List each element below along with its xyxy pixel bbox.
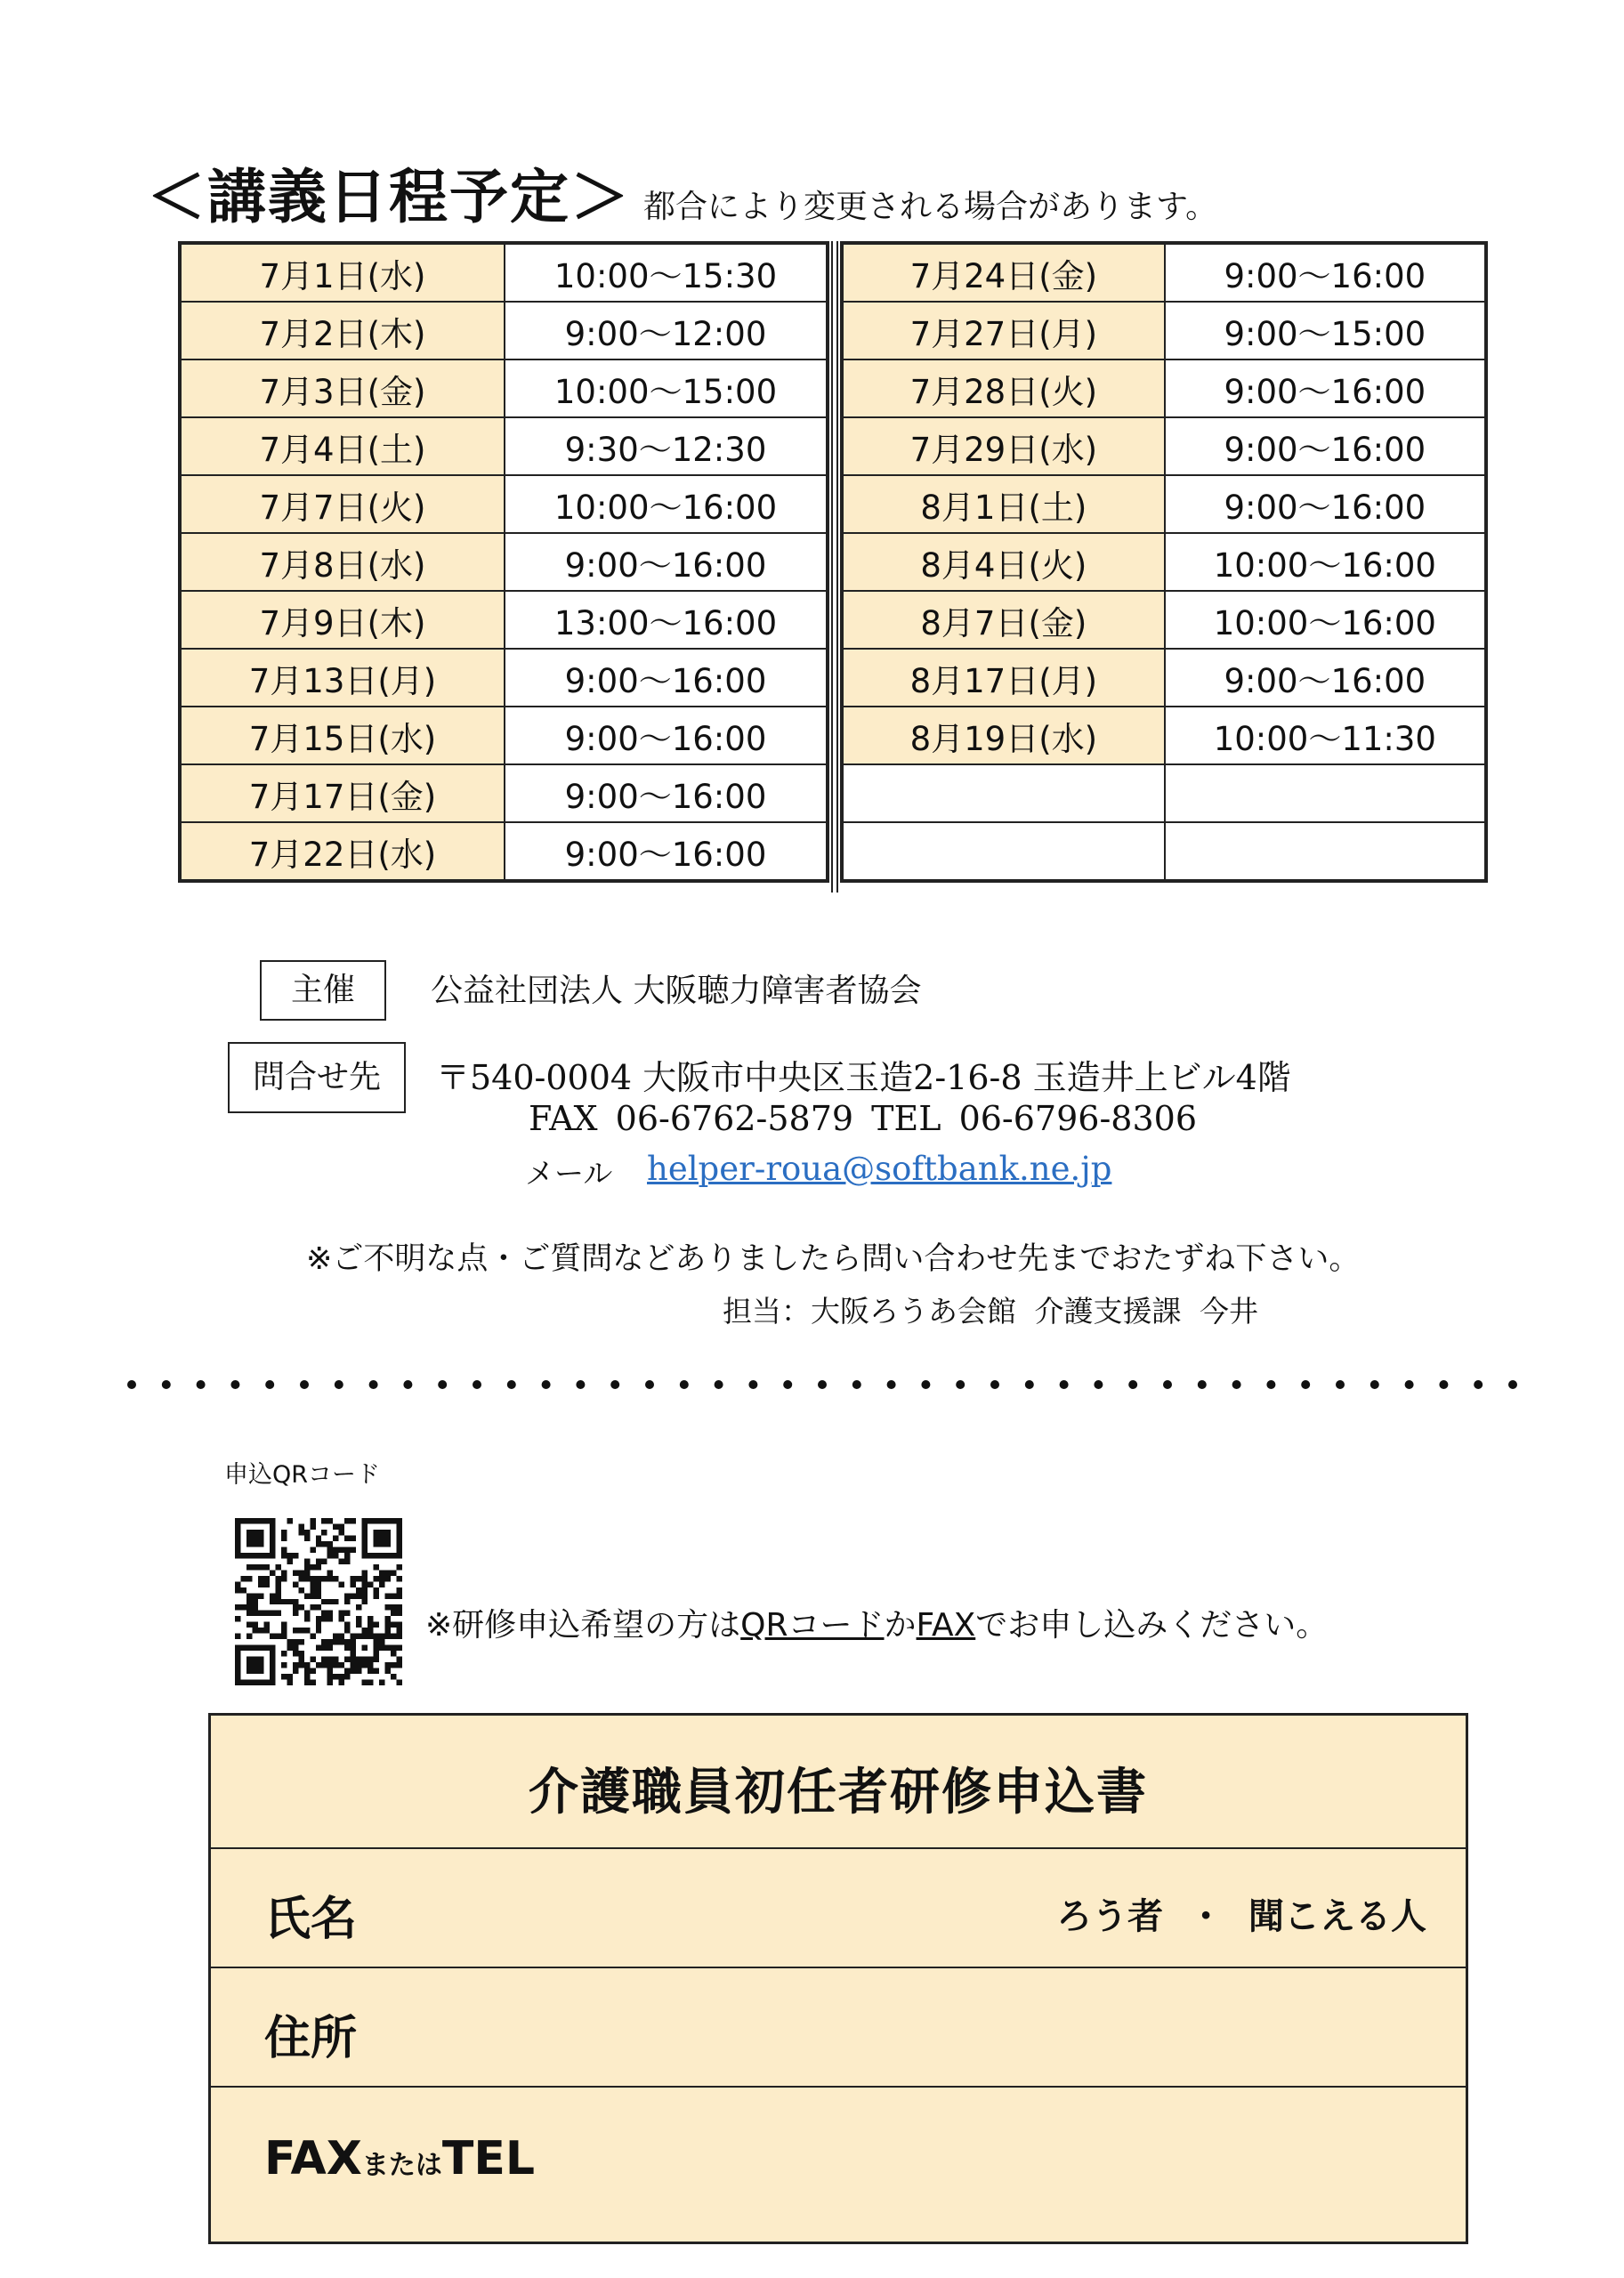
hearing-options[interactable]: ろう者 ・ 聞こえる人 xyxy=(1056,1896,1426,1937)
inquiry-fax-tel: FAX 06-6762-5879 TEL 06-6796-8306 xyxy=(529,1099,1198,1138)
schedule-date: 7月13日(月) xyxy=(181,649,505,707)
schedule-time: 10:00〜16:00 xyxy=(1165,533,1485,591)
schedule-row xyxy=(181,244,827,302)
schedule-column-right xyxy=(840,241,1488,883)
schedule-row xyxy=(843,417,1485,475)
separator-dot xyxy=(1060,1380,1069,1389)
schedule-time: 13:00〜16:00 xyxy=(505,591,827,649)
schedule-time: 9:00〜16:00 xyxy=(505,822,827,880)
schedule-row xyxy=(843,244,1485,302)
separator-dot xyxy=(921,1380,930,1389)
schedule-row xyxy=(843,822,1485,880)
schedule-date: 7月28日(火) xyxy=(843,359,1165,417)
separator-dot xyxy=(1163,1380,1172,1389)
schedule-row xyxy=(181,302,827,359)
schedule-time: 10:00〜11:30 xyxy=(1165,707,1485,764)
schedule-change-note: 都合により変更される場合があります。 xyxy=(643,189,1218,225)
separator-dot xyxy=(542,1380,551,1389)
schedule-date: 7月2日(木) xyxy=(181,302,505,359)
question-note: ※ご不明な点・ご質問などありましたら問い合わせ先までおたずね下さい。 xyxy=(306,1241,1361,1277)
schedule-divider xyxy=(831,241,838,893)
form-title: 介護職員初任者研修申込書 xyxy=(529,1764,1148,1822)
schedule-row xyxy=(843,359,1485,417)
schedule-date: 7月27日(月) xyxy=(843,302,1165,359)
inquiry-mail-label: メール xyxy=(525,1156,613,1191)
organizer-label: 主催 xyxy=(260,960,386,1021)
schedule-time: 9:00〜16:00 xyxy=(1165,359,1485,417)
schedule-time xyxy=(1165,822,1485,880)
schedule-time: 9:00〜16:00 xyxy=(1165,417,1485,475)
separator-dot xyxy=(300,1380,309,1389)
schedule-time: 9:00〜16:00 xyxy=(1165,244,1485,302)
separator-dot xyxy=(1094,1380,1103,1389)
schedule-time: 9:00〜16:00 xyxy=(1165,475,1485,533)
separator-dot xyxy=(1474,1380,1483,1389)
schedule-time: 9:00〜16:00 xyxy=(1165,649,1485,707)
schedule-date: 7月4日(土) xyxy=(181,417,505,475)
separator-dot xyxy=(748,1380,757,1389)
schedule-heading xyxy=(147,149,1217,230)
separator-dot xyxy=(818,1380,827,1389)
schedule-date: 7月1日(水) xyxy=(181,244,505,302)
schedule-row xyxy=(843,649,1485,707)
separator-dot xyxy=(680,1380,689,1389)
inquiry-mail-link[interactable]: helper-roua@softbank.ne.jp xyxy=(647,1150,1112,1188)
schedule-column-left xyxy=(178,241,829,883)
separator-dot xyxy=(438,1380,447,1389)
separator-dot xyxy=(369,1380,378,1389)
apply-note-qr: QRコード xyxy=(740,1607,885,1644)
schedule-date: 7月9日(木) xyxy=(181,591,505,649)
fax-label: FAX xyxy=(264,2132,362,2185)
separator-dot xyxy=(230,1380,239,1389)
separator-dot xyxy=(403,1380,412,1389)
separator-dot xyxy=(1025,1380,1034,1389)
separator-dot xyxy=(1370,1380,1379,1389)
separator-dot xyxy=(162,1380,171,1389)
mataha-label: または xyxy=(361,2150,442,2181)
schedule-time: 9:00〜16:00 xyxy=(505,649,827,707)
schedule-date: 8月4日(火) xyxy=(843,533,1165,591)
inquiry-address: 〒540-0004 大阪市中央区玉造2-16-8 玉造井上ビル4階 xyxy=(436,1058,1291,1097)
form-title-row xyxy=(211,1716,1466,1849)
separator-dot xyxy=(1301,1380,1310,1389)
separator-dot xyxy=(335,1380,343,1389)
contact-person: 担当：大阪ろうあ会館 介護支援課 今井 xyxy=(723,1294,1258,1329)
separator-dot xyxy=(1405,1380,1414,1389)
schedule-title: ＜講義日程予定＞ xyxy=(147,162,631,231)
schedule-date: 8月1日(土) xyxy=(843,475,1165,533)
schedule-date: 7月22日(水) xyxy=(181,822,505,880)
separator-dot xyxy=(645,1380,654,1389)
address-label: 住所 xyxy=(264,2012,358,2065)
schedule-time: 9:00〜16:00 xyxy=(505,533,827,591)
apply-note xyxy=(425,1600,1328,1645)
separator-dot xyxy=(783,1380,792,1389)
separator-dot xyxy=(1128,1380,1137,1389)
schedule-row xyxy=(181,417,827,475)
name-label: 氏名 xyxy=(264,1893,358,1946)
schedule-time xyxy=(1165,764,1485,822)
schedule-time: 9:30〜12:30 xyxy=(505,417,827,475)
schedule-row xyxy=(181,707,827,764)
schedule-date xyxy=(843,822,1165,880)
schedule-date: 8月7日(金) xyxy=(843,591,1165,649)
separator-dot xyxy=(265,1380,274,1389)
form-row-fax-tel[interactable] xyxy=(211,2088,1466,2244)
schedule-date: 7月15日(水) xyxy=(181,707,505,764)
schedule-row xyxy=(181,764,827,822)
separator-dot xyxy=(887,1380,896,1389)
tel-label: TEL xyxy=(441,2132,536,2185)
schedule-row xyxy=(181,533,827,591)
schedule-row xyxy=(843,533,1485,591)
schedule-date: 7月3日(金) xyxy=(181,359,505,417)
separator-dot xyxy=(127,1380,136,1389)
schedule-row xyxy=(181,822,827,880)
schedule-date: 7月24日(金) xyxy=(843,244,1165,302)
inquiry-label: 問合せ先 xyxy=(228,1042,406,1113)
apply-note-suffix: でお申し込みください。 xyxy=(975,1607,1329,1644)
apply-note-ka: か xyxy=(884,1607,917,1644)
schedule-time: 9:00〜15:00 xyxy=(1165,302,1485,359)
separator-dot xyxy=(610,1380,619,1389)
schedule-row xyxy=(181,359,827,417)
schedule-row xyxy=(843,591,1485,649)
apply-note-prefix: ※研修申込希望の方は xyxy=(425,1607,741,1644)
schedule-row xyxy=(843,475,1485,533)
schedule-table xyxy=(178,241,1488,893)
schedule-date: 7月17日(金) xyxy=(181,764,505,822)
form-row-name[interactable] xyxy=(211,1849,1466,1968)
schedule-date: 7月29日(水) xyxy=(843,417,1165,475)
application-form xyxy=(208,1713,1468,2244)
apply-note-fax: FAX xyxy=(916,1607,976,1644)
schedule-row xyxy=(181,649,827,707)
schedule-row xyxy=(181,475,827,533)
schedule-row xyxy=(843,707,1485,764)
separator-dot xyxy=(1232,1380,1241,1389)
separator-dot xyxy=(1266,1380,1275,1389)
separator-dot xyxy=(1336,1380,1345,1389)
schedule-date: 7月7日(火) xyxy=(181,475,505,533)
form-row-address[interactable] xyxy=(211,1968,1466,2088)
schedule-time: 10:00〜16:00 xyxy=(505,475,827,533)
schedule-time: 10:00〜16:00 xyxy=(1165,591,1485,649)
fax-tel-label xyxy=(264,2132,535,2185)
schedule-date: 7月8日(水) xyxy=(181,533,505,591)
dotted-separator xyxy=(125,1377,1522,1392)
schedule-row xyxy=(843,764,1485,822)
schedule-time: 9:00〜16:00 xyxy=(505,764,827,822)
schedule-row xyxy=(181,591,827,649)
separator-dot xyxy=(576,1380,585,1389)
schedule-date xyxy=(843,764,1165,822)
qr-code-icon[interactable] xyxy=(235,1517,402,1686)
separator-dot xyxy=(956,1380,965,1389)
schedule-date: 8月19日(水) xyxy=(843,707,1165,764)
schedule-date: 8月17日(月) xyxy=(843,649,1165,707)
schedule-row xyxy=(843,302,1485,359)
schedule-time: 9:00〜16:00 xyxy=(505,707,827,764)
qr-label: 申込QRコード xyxy=(224,1461,381,1489)
separator-dot xyxy=(1508,1380,1517,1389)
separator-dot xyxy=(1198,1380,1207,1389)
separator-dot xyxy=(197,1380,206,1389)
separator-dot xyxy=(852,1380,861,1389)
separator-dot xyxy=(990,1380,999,1389)
organizer-name: 公益社団法人 大阪聴力障害者協会 xyxy=(431,973,922,1009)
separator-dot xyxy=(715,1380,723,1389)
separator-dot xyxy=(1439,1380,1448,1389)
schedule-time: 10:00〜15:30 xyxy=(505,244,827,302)
schedule-time: 9:00〜12:00 xyxy=(505,302,827,359)
separator-dot xyxy=(473,1380,481,1389)
separator-dot xyxy=(507,1380,516,1389)
schedule-time: 10:00〜15:00 xyxy=(505,359,827,417)
